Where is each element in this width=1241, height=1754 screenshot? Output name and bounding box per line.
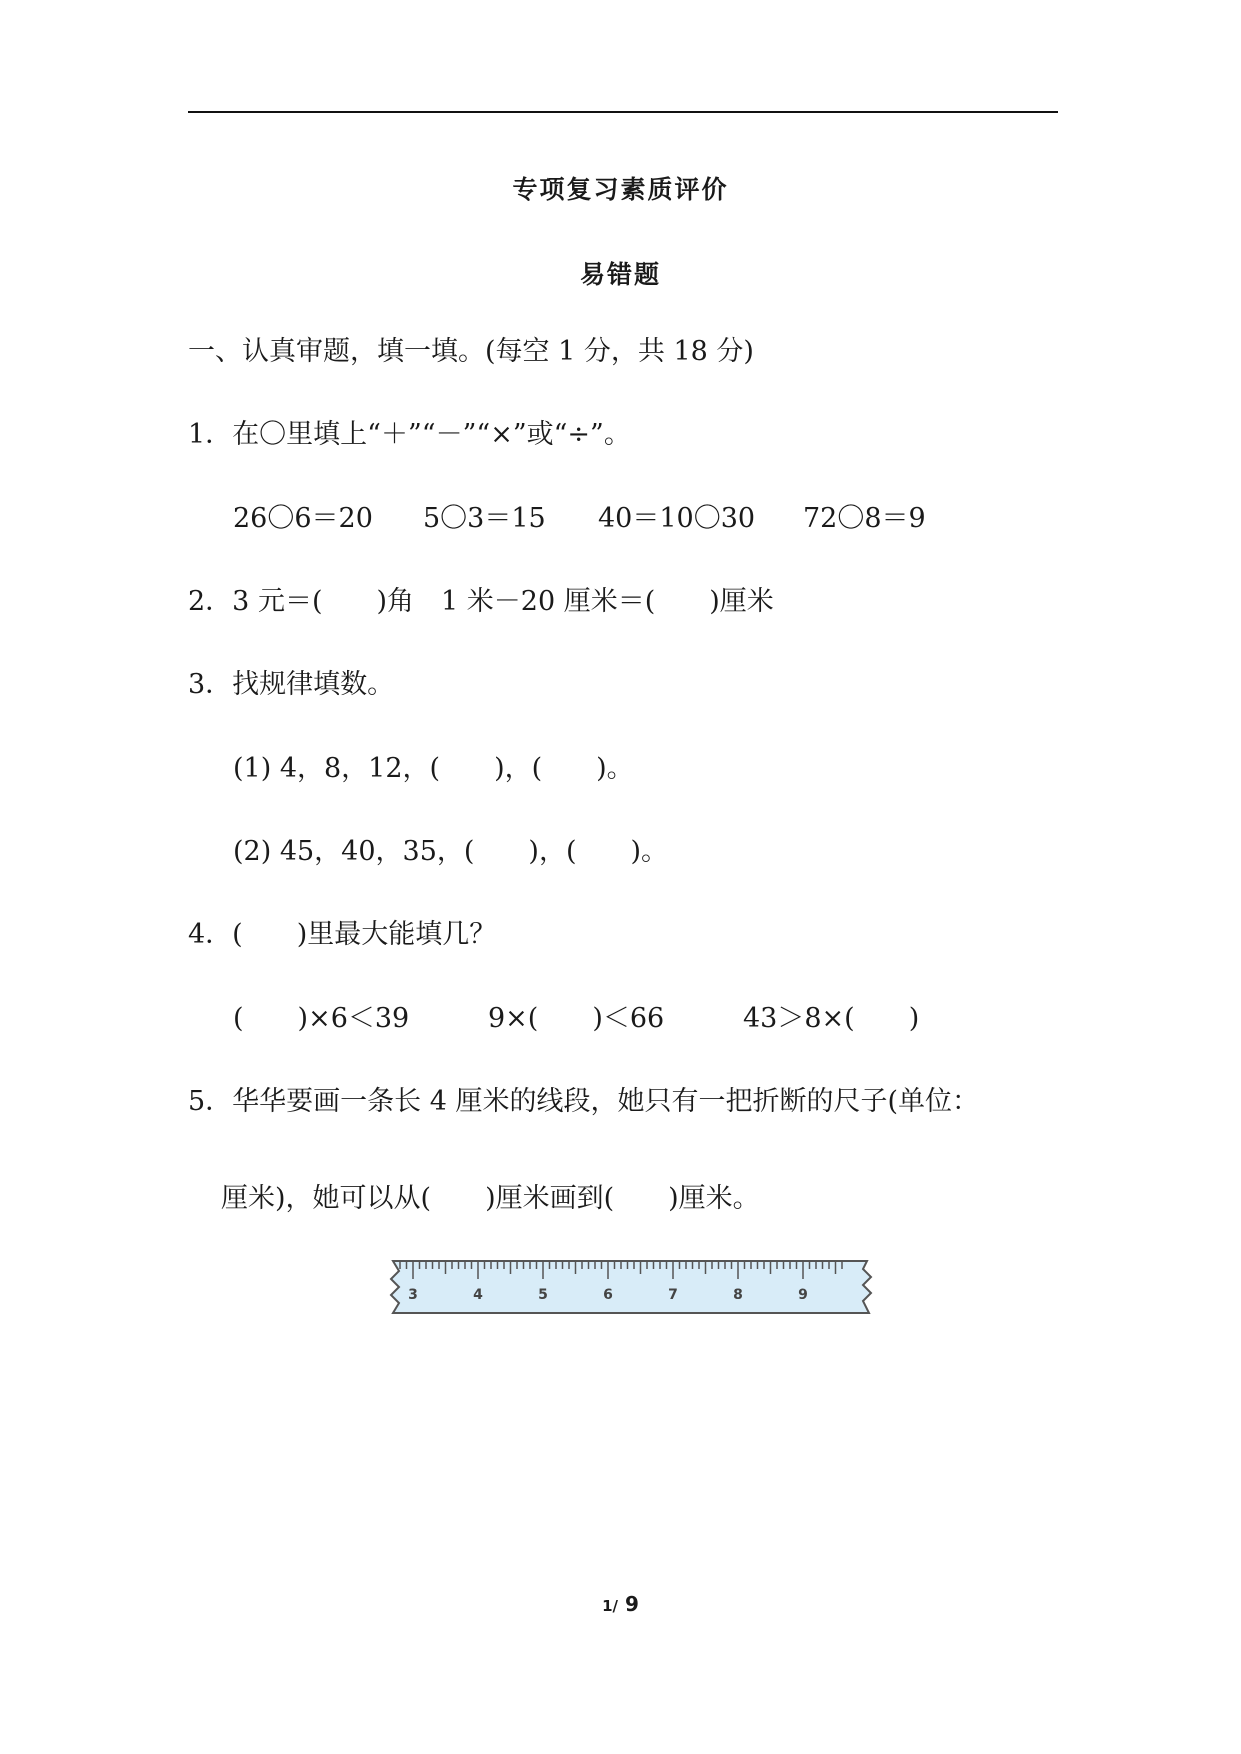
broken-ruler — [385, 1255, 875, 1320]
q1-item-4: 72〇8＝9 — [803, 503, 926, 534]
q3-prompt: 3．找规律填数。 — [188, 669, 395, 700]
ruler-label: 5 — [538, 1287, 548, 1303]
q4-item-1: ( )×6＜39 — [233, 1003, 410, 1034]
ruler-label: 3 — [408, 1287, 418, 1303]
header-rule — [188, 111, 1058, 113]
q4-item-2: 9×( )＜66 — [488, 1003, 665, 1034]
q1-item-2: 5〇3＝15 — [423, 503, 546, 534]
q1-prompt: 1．在〇里填上“＋”“－”“×”或“÷”。 — [188, 419, 631, 450]
page-title: 专项复习素质评价 — [512, 175, 729, 204]
q4-item-3: 43＞8×( ) — [743, 1003, 920, 1034]
section-heading: 一、认真审题，填一填。(每空 1 分，共 18 分) — [188, 336, 754, 367]
ruler-label: 4 — [473, 1287, 483, 1303]
q5-prompt-line2: 厘米)，她可以从( )厘米画到( )厘米。 — [221, 1183, 760, 1214]
ruler-label: 6 — [603, 1287, 613, 1303]
page-subtitle: 易错题 — [579, 260, 661, 289]
q3-sub2: (2) 45，40，35，( )，( )。 — [233, 836, 669, 867]
q3-sub1: (1) 4，8，12，( )，( )。 — [233, 753, 634, 784]
page-current: 1/ — [602, 1597, 619, 1615]
q1-item-3: 40＝10〇30 — [598, 503, 756, 534]
q5-prompt-line1: 5．华华要画一条长 4 厘米的线段，她只有一把折断的尺子(单位： — [188, 1086, 980, 1117]
page-number — [0, 1592, 1241, 1616]
page-total: 9 — [618, 1592, 639, 1616]
ruler-label: 8 — [733, 1287, 743, 1303]
q1-item-1: 26〇6＝20 — [233, 503, 373, 534]
q4-prompt: 4．( )里最大能填几？ — [188, 919, 497, 950]
ruler-label: 9 — [798, 1287, 808, 1303]
q2-prompt: 2．3 元＝( )角 1 米－20 厘米＝( )厘米 — [188, 586, 774, 617]
ruler-label: 7 — [668, 1287, 678, 1303]
